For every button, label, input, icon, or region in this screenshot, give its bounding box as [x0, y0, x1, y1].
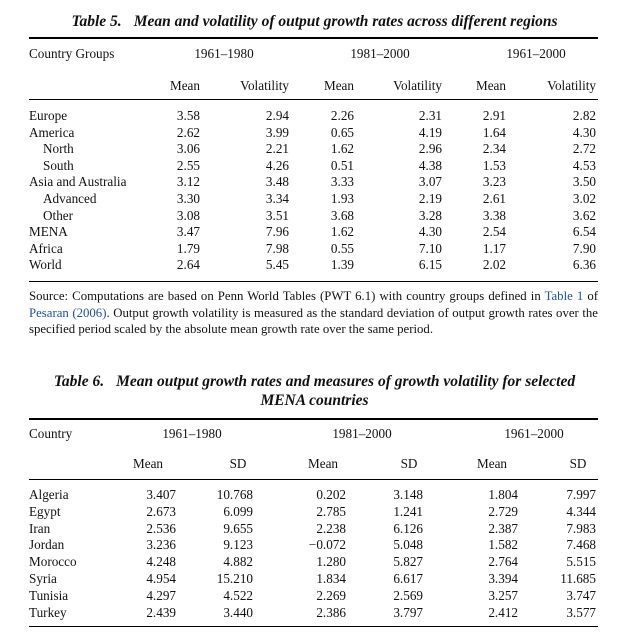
- table6-cell: 2.569: [393, 587, 423, 603]
- pesaran-link[interactable]: Pesaran (2006): [29, 305, 107, 320]
- table6-cell: 4.522: [223, 587, 253, 603]
- table6-caption-line2: [0, 391, 629, 410]
- table5-period-header: 1961–1980: [194, 46, 254, 61]
- table6-cell: 7.997: [566, 487, 596, 502]
- table6-row-label: Turkey: [29, 604, 67, 620]
- table6-column-header: SD: [229, 456, 247, 471]
- table5-cell: 1.93: [330, 191, 354, 206]
- table5-cell: 2.19: [418, 191, 442, 206]
- table6-cell: 2.764: [488, 554, 518, 570]
- table5-cell: 3.34: [265, 191, 289, 206]
- table5-column-header: Mean: [475, 78, 506, 93]
- table5-column-header: Volatility: [240, 78, 289, 93]
- table6-period-header: 1961–1980: [162, 426, 222, 441]
- table5-column-header: Volatility: [547, 78, 596, 93]
- table5-cell: 2.64: [176, 257, 200, 273]
- table6-period-header: 1981–2000: [332, 426, 392, 441]
- table5-cell: 1.17: [482, 240, 506, 256]
- table5-cell: 2.82: [572, 108, 596, 123]
- table5-cell: 2.61: [482, 191, 506, 206]
- table6-cell: 3.797: [393, 604, 423, 620]
- table5-cell: 2.26: [330, 108, 354, 123]
- table5-row-label: Advanced: [43, 191, 97, 206]
- table5-cell: 1.64: [482, 124, 506, 140]
- table5-row-header: Country Groups: [29, 46, 115, 61]
- table5-cell: 3.58: [176, 108, 200, 123]
- table6-cell: 4.248: [146, 554, 176, 570]
- table6-cell: 3.257: [488, 587, 518, 603]
- table5-row-label: Europe: [29, 108, 68, 123]
- table6-header-rule: [29, 479, 598, 480]
- table5-bottom-rule: [29, 281, 598, 282]
- table6-cell: 3.407: [146, 487, 176, 502]
- table6-cell: 2.785: [316, 503, 346, 519]
- table6-cell: 6.099: [223, 503, 253, 519]
- table6-cell: 4.954: [146, 571, 176, 586]
- table6-row-label: Egypt: [29, 503, 61, 519]
- table5-row-label: World: [29, 257, 62, 273]
- source-text-prefix: Source: Computations are based on Penn World Tables (PWT 6.1) with country groups defined in: [29, 289, 545, 303]
- table6-cell: 2.729: [488, 503, 518, 519]
- table5-top-rule: [29, 37, 598, 39]
- table5-cell: 3.38: [482, 207, 506, 223]
- table6-cell: 2.439: [146, 604, 176, 620]
- table5-cell: 3.99: [265, 124, 289, 140]
- table6-period-header: 1961–2000: [504, 426, 564, 441]
- table6-cell: 10.768: [216, 487, 253, 502]
- table5-period-header: 1961–2000: [506, 46, 566, 61]
- table6-cell: 7.983: [566, 520, 596, 536]
- table6-column-header: Mean: [476, 456, 508, 471]
- table5-cell: 7.90: [572, 240, 596, 256]
- table5-cell: 7.98: [265, 240, 289, 256]
- table5-cell: 2.02: [482, 257, 506, 273]
- table5-header-rule: [29, 99, 598, 100]
- table6-cell: 3.440: [223, 604, 253, 620]
- table6-column-header: Mean: [307, 456, 339, 471]
- table5-cell: 2.72: [572, 141, 596, 157]
- table5-cell: 2.94: [265, 108, 289, 123]
- table5-cell: 3.33: [330, 174, 354, 190]
- table6-column-header: SD: [569, 456, 587, 471]
- table6-number: Table 6.: [53, 373, 105, 390]
- table6-row-label: Algeria: [29, 487, 69, 502]
- table5-column-header: Mean: [323, 78, 354, 93]
- table6-cell: 6.126: [393, 520, 423, 536]
- table5-cell: 4.38: [418, 157, 442, 173]
- table1-link[interactable]: Table 1: [544, 289, 584, 303]
- table5-cell: 7.96: [265, 224, 289, 240]
- table6-row-label: Jordan: [29, 537, 65, 553]
- table5-caption: [0, 12, 629, 31]
- table6-cell: 2.673: [146, 503, 176, 519]
- table6-cell: 3.236: [146, 537, 176, 553]
- table6-cell: 3.577: [566, 604, 596, 620]
- table5-row-label: MENA: [29, 224, 68, 240]
- table5-cell: 3.62: [572, 207, 596, 223]
- table5-cell: 1.39: [330, 257, 354, 273]
- table6-cell: 5.048: [393, 537, 423, 553]
- table5-cell: 3.28: [418, 207, 442, 223]
- table6-column-header: Mean: [132, 456, 164, 471]
- table5-cell: 2.21: [265, 141, 289, 157]
- table5-cell: 3.06: [176, 141, 200, 157]
- table5-cell: 4.53: [572, 157, 596, 173]
- table5-cell: 3.50: [572, 174, 596, 190]
- table6-cell: 3.148: [393, 487, 423, 502]
- table6-cell: 6.617: [393, 571, 423, 586]
- table5-row-label: North: [43, 141, 74, 157]
- table5-column-header: Mean: [169, 78, 200, 93]
- table5-cell: 6.15: [418, 257, 442, 273]
- table6-cell: 0.202: [316, 487, 346, 502]
- table5-number: Table 5.: [71, 13, 122, 30]
- source-text-mid: of: [583, 289, 598, 303]
- table5-cell: 3.07: [418, 174, 442, 190]
- table6-cell: 9.655: [223, 520, 253, 536]
- source-text-suffix: . Output growth volatility is measured as the standard deviation of output growth rates over the specified period scaled by the absolute mean growth rate over the same period.: [29, 305, 598, 336]
- table6-cell: 1.241: [393, 503, 423, 519]
- table6-top-rule: [29, 418, 598, 420]
- table5-cell: 7.10: [418, 240, 442, 256]
- table6-cell: 3.394: [488, 571, 518, 586]
- table5-cell: 1.62: [330, 224, 354, 240]
- table6-cell: 2.387: [488, 520, 518, 536]
- table6-row-label: Syria: [29, 571, 57, 586]
- table6-caption-line1: [0, 372, 629, 391]
- table6-cell: 4.297: [146, 587, 176, 603]
- table6-cell: 4.344: [566, 503, 596, 519]
- table6-cell: 5.827: [393, 554, 423, 570]
- table6-cell: 3.747: [566, 587, 596, 603]
- table5-title: Mean and volatility of output growth rates across different regions: [133, 13, 558, 30]
- table5-cell: 3.02: [572, 191, 596, 206]
- table6-cell: −0.072: [308, 537, 346, 553]
- table5-cell: 1.79: [176, 240, 200, 256]
- table6-bottom-rule: [29, 626, 598, 627]
- table5-cell: 4.19: [418, 124, 442, 140]
- table5-cell: 1.53: [482, 157, 506, 173]
- table5-cell: 4.30: [418, 224, 442, 240]
- table6-cell: 9.123: [223, 537, 253, 553]
- table6-column-header: SD: [400, 456, 418, 471]
- table6-cell: 5.515: [566, 554, 596, 570]
- table6-cell: 1.280: [316, 554, 346, 570]
- table5-cell: 4.26: [265, 157, 289, 173]
- table6-cell: 7.468: [566, 537, 596, 553]
- table5-cell: 3.12: [176, 174, 200, 190]
- table5-cell: 2.91: [482, 108, 506, 123]
- table6-cell: 2.238: [316, 520, 346, 536]
- table5-row-label: Africa: [29, 240, 63, 256]
- table6-cell: 1.582: [488, 537, 518, 553]
- table5-cell: 2.96: [418, 141, 442, 157]
- table6-row-label: Iran: [29, 520, 51, 536]
- table5-period-header: 1981–2000: [350, 46, 410, 61]
- table5-row-label: Other: [43, 207, 74, 223]
- table5-cell: 2.54: [482, 224, 506, 240]
- table5-row-label: America: [29, 124, 75, 140]
- table6-title-line2: MENA countries: [260, 392, 369, 409]
- table6-cell: 2.386: [316, 604, 346, 620]
- table5-cell: 0.51: [330, 157, 354, 173]
- table5-cell: 1.62: [330, 141, 354, 157]
- table6-row-label: Morocco: [29, 554, 77, 570]
- table5-cell: 3.23: [482, 174, 506, 190]
- table6-cell: 2.269: [316, 587, 346, 603]
- table6-cell: 2.536: [146, 520, 176, 536]
- table5-cell: 2.62: [176, 124, 200, 140]
- table6-cell: 15.210: [216, 571, 253, 586]
- table6-title-line1: Mean output growth rates and measures of growth volatility for selected: [116, 373, 576, 390]
- table6-cell: 1.834: [316, 571, 346, 586]
- table5-cell: 6.54: [572, 224, 596, 240]
- table5-cell: 3.51: [265, 207, 289, 223]
- table5-cell: 4.30: [572, 124, 596, 140]
- table5-cell: 3.48: [265, 174, 289, 190]
- table5-cell: 0.55: [330, 240, 354, 256]
- table5-cell: 0.65: [330, 124, 354, 140]
- table5-source-note: [29, 288, 598, 338]
- table5-cell: 2.34: [482, 141, 506, 157]
- table6-cell: 2.412: [488, 604, 518, 620]
- table5-cell: 6.36: [572, 257, 596, 273]
- table5-row-label: South: [43, 157, 74, 173]
- table5-cell: 5.45: [265, 257, 289, 273]
- table5-cell: 3.30: [176, 191, 200, 206]
- table5-cell: 3.47: [176, 224, 200, 240]
- table6-cell: 11.685: [560, 571, 596, 586]
- table5-cell: 2.55: [176, 157, 200, 173]
- table6-cell: 1.804: [488, 487, 518, 502]
- table5-column-header: Volatility: [393, 78, 442, 93]
- table6-cell: 4.882: [223, 554, 253, 570]
- table5-cell: 3.68: [330, 207, 354, 223]
- table5-cell: 2.31: [418, 108, 442, 123]
- table5-cell: 3.08: [176, 207, 200, 223]
- table6-row-label: Tunisia: [29, 587, 69, 603]
- table6-row-header: Country: [29, 426, 73, 441]
- table5-row-label: Asia and Australia: [29, 174, 127, 190]
